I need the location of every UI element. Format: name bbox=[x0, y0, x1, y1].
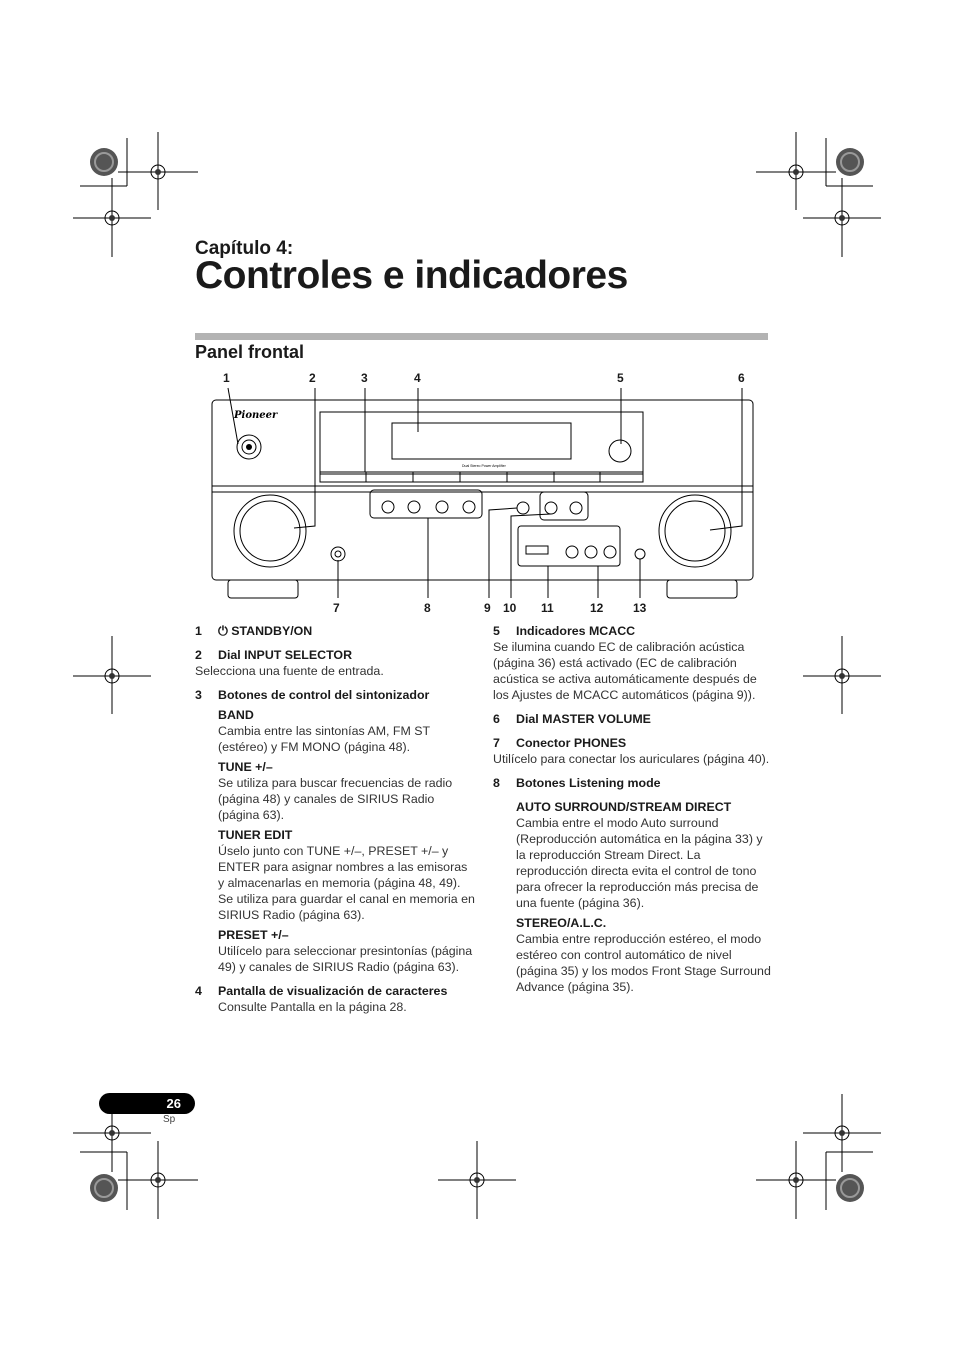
sub-item bbox=[195, 827, 475, 923]
item-title: Indicadores MCACC bbox=[516, 624, 636, 638]
callout-3: 3 bbox=[361, 371, 368, 385]
callout-10: 10 bbox=[503, 601, 517, 615]
sub-item-title: AUTO SURROUND/STREAM DIRECT bbox=[516, 800, 732, 814]
sub-item-title: TUNER EDIT bbox=[218, 828, 293, 842]
item-number: 1 bbox=[195, 624, 202, 638]
sub-item bbox=[195, 927, 475, 975]
sub-item-body: Cambia entre el modo Auto surround (Reproducción automática en la página 33) y la reproducción Stream Direct. La reproducción directa evita el control de tono para ofrecer la reproducción más precisa de una fuente (página 36). bbox=[516, 816, 763, 910]
item-number: 8 bbox=[493, 776, 500, 790]
callout-12: 12 bbox=[590, 601, 604, 615]
brand-logo: Pioneer bbox=[234, 410, 278, 421]
callout-1: 1 bbox=[223, 371, 230, 385]
sub-item-title: TUNE +/– bbox=[218, 760, 273, 774]
sub-item-title: STEREO/A.L.C. bbox=[516, 916, 607, 930]
item-title: Dial INPUT SELECTOR bbox=[218, 648, 353, 662]
item-title: ⏻ STANDBY/ON bbox=[218, 624, 313, 638]
list-item bbox=[493, 775, 773, 995]
item-title: Conector PHONES bbox=[516, 736, 627, 750]
item-body: Selecciona una fuente de entrada. bbox=[195, 664, 384, 678]
sub-item-body: Se utiliza para buscar frecuencias de radio (página 48) y canales de SIRIUS Radio (página 63). bbox=[218, 776, 453, 822]
model-text: Dual Stereo Power Amplifier bbox=[462, 464, 506, 468]
sub-item-title: PRESET +/– bbox=[218, 928, 289, 942]
item-number: 7 bbox=[493, 736, 500, 750]
sub-item bbox=[195, 707, 475, 755]
item-title: Dial MASTER VOLUME bbox=[516, 712, 651, 726]
item-body: Utilícelo para conectar los auriculares (página 40). bbox=[493, 752, 770, 766]
callout-8: 8 bbox=[424, 601, 431, 615]
item-number: 3 bbox=[195, 688, 202, 702]
list-item bbox=[493, 623, 773, 703]
item-title: Pantalla de visualización de caracteres bbox=[218, 984, 448, 998]
callout-2: 2 bbox=[309, 371, 316, 385]
callout-9: 9 bbox=[484, 601, 491, 615]
sub-item-title: BAND bbox=[218, 708, 254, 722]
section-divider bbox=[195, 333, 768, 340]
sub-item bbox=[195, 759, 475, 823]
page-title: Controles e indicadores bbox=[195, 254, 628, 297]
list-item bbox=[195, 983, 475, 1015]
chapter-label: Capítulo 4: bbox=[195, 238, 294, 259]
left-column bbox=[195, 623, 475, 1023]
item-title: Botones Listening mode bbox=[516, 776, 661, 790]
callout-13: 13 bbox=[633, 601, 647, 615]
list-item bbox=[493, 735, 773, 767]
list-item bbox=[195, 623, 475, 639]
sub-item bbox=[493, 915, 773, 995]
callout-7: 7 bbox=[333, 601, 340, 615]
item-body: Consulte Pantalla en la página 28. bbox=[218, 1000, 407, 1014]
item-number: 4 bbox=[195, 984, 202, 998]
sub-item bbox=[493, 799, 773, 911]
sub-item-body: Cambia entre reproducción estéreo, el modo estéreo con control automático de nivel (página 35) y los modos Front Stage Surround Advance (página 35). bbox=[516, 932, 771, 994]
page-number: 26 bbox=[99, 1093, 195, 1114]
right-column bbox=[493, 623, 773, 1003]
sub-item-body: Utilícelo para seleccionar presintonías (página 49) y canales de SIRIUS Radio (página 63). bbox=[218, 944, 473, 974]
item-title: Botones de control del sintonizador bbox=[218, 688, 430, 702]
front-panel-diagram bbox=[200, 368, 770, 618]
language-code: Sp bbox=[163, 1114, 176, 1125]
callout-5: 5 bbox=[617, 371, 624, 385]
list-item bbox=[195, 647, 475, 679]
list-item bbox=[493, 711, 773, 727]
callout-4: 4 bbox=[414, 371, 421, 385]
callout-11: 11 bbox=[541, 601, 554, 615]
sub-item-body: Úselo junto con TUNE +/–, PRESET +/– y ENTER para asignar nombres a las emisoras y almacenarlas en memoria (página 48, 49). Se utiliza para guardar el canal en memoria en SIRIUS Radio (página 63). bbox=[218, 844, 475, 922]
item-body: Se ilumina cuando EC de calibración acústica (página 36) está activado (EC de calibración acústica se activa automáticamente después de los Ajustes de MCACC automáticos (página 9)). bbox=[493, 640, 757, 702]
sub-item-body: Cambia entre las sintonías AM, FM ST (estéreo) y FM MONO (página 48). bbox=[218, 724, 430, 754]
section-title: Panel frontal bbox=[195, 342, 305, 362]
item-number: 5 bbox=[493, 624, 500, 638]
callout-6: 6 bbox=[738, 371, 745, 385]
list-item bbox=[195, 687, 475, 975]
item-number: 6 bbox=[493, 712, 500, 726]
item-number: 2 bbox=[195, 648, 202, 662]
